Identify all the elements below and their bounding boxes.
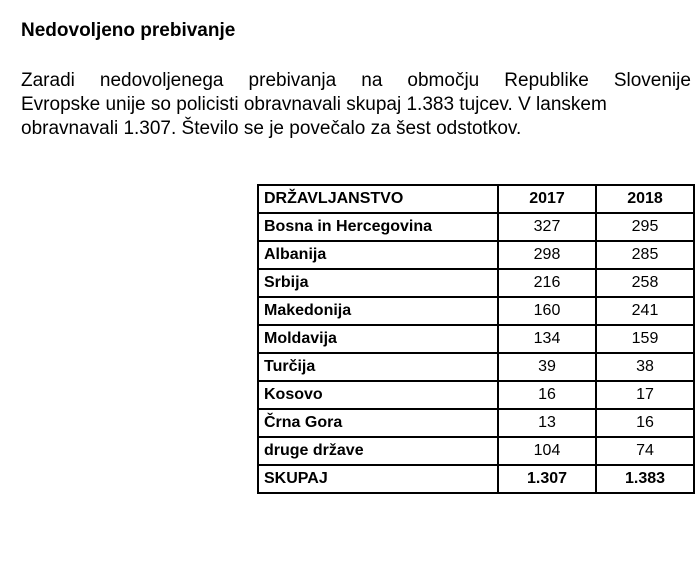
table-row bbox=[258, 381, 694, 409]
table-header-row bbox=[258, 185, 694, 213]
table-row bbox=[258, 269, 694, 297]
header-citizenship: DRŽAVLJANSTVO bbox=[258, 185, 498, 213]
value-2017-cell: 216 bbox=[498, 269, 596, 297]
paragraph-word: Republike bbox=[504, 70, 589, 91]
table-row bbox=[258, 437, 694, 465]
body-paragraph bbox=[21, 69, 691, 141]
country-cell: Albanija bbox=[258, 241, 498, 269]
country-cell: Srbija bbox=[258, 269, 498, 297]
paragraph-line-1 bbox=[21, 69, 691, 93]
paragraph-word: na bbox=[361, 70, 383, 91]
country-cell: Makedonija bbox=[258, 297, 498, 325]
table-row bbox=[258, 297, 694, 325]
value-2017-cell: 160 bbox=[498, 297, 596, 325]
country-cell: Turčija bbox=[258, 353, 498, 381]
country-cell: druge države bbox=[258, 437, 498, 465]
paragraph-word: območju bbox=[407, 70, 480, 91]
paragraph-word: prebivanja bbox=[248, 70, 337, 91]
table-row bbox=[258, 241, 694, 269]
paragraph-word: nedovoljenega bbox=[99, 70, 224, 91]
value-2017-cell: 327 bbox=[498, 213, 596, 241]
total-label-cell: SKUPAJ bbox=[258, 465, 498, 493]
paragraph-word: Slovenije bbox=[613, 70, 691, 91]
total-2017-cell: 1.307 bbox=[498, 465, 596, 493]
value-2018-cell: 285 bbox=[596, 241, 694, 269]
country-cell: Bosna in Hercegovina bbox=[258, 213, 498, 241]
table-row bbox=[258, 325, 694, 353]
country-cell: Moldavija bbox=[258, 325, 498, 353]
total-2018-cell: 1.383 bbox=[596, 465, 694, 493]
country-cell: Črna Gora bbox=[258, 409, 498, 437]
value-2018-cell: 38 bbox=[596, 353, 694, 381]
paragraph-line-2: Evropske unije so policisti obravnavali skupaj 1.383 tujcev. V lanskem bbox=[21, 94, 607, 115]
table-row bbox=[258, 409, 694, 437]
value-2017-cell: 134 bbox=[498, 325, 596, 353]
value-2018-cell: 258 bbox=[596, 269, 694, 297]
value-2018-cell: 74 bbox=[596, 437, 694, 465]
value-2017-cell: 298 bbox=[498, 241, 596, 269]
value-2018-cell: 16 bbox=[596, 409, 694, 437]
value-2017-cell: 104 bbox=[498, 437, 596, 465]
value-2017-cell: 13 bbox=[498, 409, 596, 437]
header-2017: 2017 bbox=[498, 185, 596, 213]
section-heading: Nedovoljeno prebivanje bbox=[21, 20, 236, 41]
value-2018-cell: 17 bbox=[596, 381, 694, 409]
paragraph-line-3: obravnavali 1.307. Število se je povečalo za šest odstotkov. bbox=[21, 118, 522, 139]
table-row bbox=[258, 353, 694, 381]
header-2018: 2018 bbox=[596, 185, 694, 213]
value-2018-cell: 241 bbox=[596, 297, 694, 325]
table-total-row bbox=[258, 465, 694, 493]
value-2017-cell: 16 bbox=[498, 381, 596, 409]
table-row bbox=[258, 213, 694, 241]
paragraph-word: Zaradi bbox=[21, 70, 75, 91]
value-2017-cell: 39 bbox=[498, 353, 596, 381]
country-cell: Kosovo bbox=[258, 381, 498, 409]
value-2018-cell: 295 bbox=[596, 213, 694, 241]
value-2018-cell: 159 bbox=[596, 325, 694, 353]
citizenship-table bbox=[257, 184, 695, 494]
